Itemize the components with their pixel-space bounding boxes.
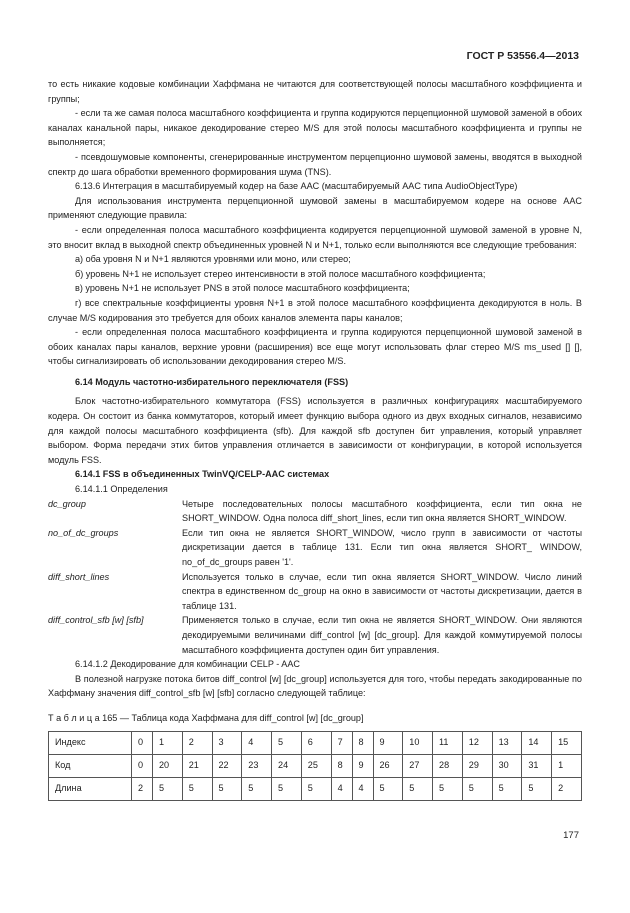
section-6-13-6: 6.13.6 Интеграция в масштабируемый кодер на базе AAC (масштабируемый AAC типа AudioObjectType) (75, 181, 518, 192)
table-row (49, 731, 582, 754)
table-cell: 1 (152, 731, 182, 754)
table-cell: 5 (492, 777, 522, 800)
table-cell: 5 (403, 777, 433, 800)
table-cell: 11 (433, 731, 463, 754)
definition-item (48, 526, 582, 570)
definition-desc: Применяется только в случае, если тип окна не является SHORT_WINDOW. Они являются декодируемыми величинами diff_control [w] [dc_group]. Для каждой коммутируемой полосы масштабного коэффициента доступен один бит управления. (182, 615, 582, 655)
subsection-decoding: 6.14.1.2 Декодирование для комбинации CELP - AAC (75, 659, 301, 670)
table-cell: 3 (212, 731, 242, 754)
table-cell: 4 (352, 777, 373, 800)
table-row-label: Длина (49, 777, 132, 800)
definition-desc: Четыре последовательных полосы масштабного коэффициента, если тип окна не SHORT_WINDOW. Одна полоса diff_short_lines, если тип окна является SHORT_WINDOW. (182, 498, 582, 524)
definition-term: dc_group (48, 498, 86, 509)
table-cell: 27 (403, 754, 433, 777)
heading-6-14: 6.14 Модуль частотно-избирательного переключателя (FSS) (75, 376, 349, 387)
table-cell: 4 (331, 777, 352, 800)
definitions-list (48, 497, 582, 658)
paragraph: - если та же самая полоса масштабного коэффициента и группа кодируются перцепционной шумовой заменой в обоих каналах канальной пары, никакое декодирование стерео M/S для этой полосы масштабного коэффициента и группы не выполняется; (48, 108, 582, 148)
paragraph: - псевдошумовые компоненты, сгенерированные инструментом перцепционно шумовой замены, вводятся в выходной спектр до шага обработки временного формирования шума (TNS). (48, 151, 582, 177)
table-cell: 5 (462, 777, 492, 800)
table-cell: 8 (352, 731, 373, 754)
table-cell: 5 (373, 777, 403, 800)
table-cell: 26 (373, 754, 403, 777)
table-cell: 4 (242, 731, 272, 754)
list-item: г) все спектральные коэффициенты уровня N+1 в этой полосе масштабного коэффициента декодируются в ноль. В случае M/S кодирования это требуется для обоих каналов элемента пары каналов; (48, 297, 582, 323)
table-cell: 6 (301, 731, 331, 754)
table-cell: 29 (462, 754, 492, 777)
definition-item (48, 570, 582, 614)
table-cell: 5 (152, 777, 182, 800)
table-cell: 9 (352, 754, 373, 777)
table-cell: 15 (552, 731, 582, 754)
table-cell: 21 (182, 754, 212, 777)
table-cell: 5 (272, 777, 302, 800)
page-number: 177 (563, 830, 579, 841)
paragraph: В полезной нагрузке потока битов diff_control [w] [dc_group] используется для того, чтобы передать закодированные по Хаффману значения diff_control_sfb [w] [sfb] согласно следующей таблице: (48, 673, 582, 699)
table-caption: Т а б л и ц а 165 — Таблица кода Хаффмана для diff_control [w] [dc_group] (48, 712, 364, 723)
definition-item (48, 497, 582, 526)
paragraph: Для использования инструмента перцепционной шумовой замены в масштабируемом кодере на основе AAC применяют следующие правила: (48, 195, 582, 221)
table-cell: 1 (552, 754, 582, 777)
list-item: в) уровень N+1 не использует PNS в этой полосе масштабного коэффициента; (75, 283, 410, 294)
list-item: а) оба уровня N и N+1 являются уровнями или моно, или стерео; (75, 254, 351, 265)
table-cell: 0 (132, 754, 153, 777)
table-cell: 28 (433, 754, 463, 777)
table-cell: 30 (492, 754, 522, 777)
paragraph: Блок частотно-избирательного коммутатора (FSS) используется в различных конфигурациях масштабируемого кодера. Он состоит из банка коммутаторов, который имеет функцию выбора одного из двух входных сигналов, независимо для каждой полосы масштабного коэффициента (sfb). Для каждой sfb доступен бит управления, который управляет выбором. Форма передачи этих битов управления отличается в зависимости от конфигурации, в которой используется модуль FSS. (48, 396, 582, 465)
definition-item (48, 613, 582, 657)
subsection-definitions: 6.14.1.1 Определения (75, 484, 168, 495)
definition-term: diff_short_lines (48, 571, 110, 582)
definition-term: no_of_dc_groups (48, 527, 119, 538)
table-cell: 5 (522, 777, 552, 800)
table-cell: 8 (331, 754, 352, 777)
table-cell: 13 (492, 731, 522, 754)
paragraph: - если определенная полоса масштабного коэффициента кодируется перцепционной шумовой заменой в уровне N, это вносит вклад в выходной спектр объединенных уровней N и N+1, только если выполняются все следующие требования: (48, 224, 582, 250)
list-item: б) уровень N+1 не использует стерео интенсивности в этой полосе масштабного коэффициента; (75, 268, 486, 279)
definition-term: diff_control_sfb [w] [sfb] (48, 615, 144, 626)
table-row (49, 777, 582, 800)
table-cell: 5 (212, 777, 242, 800)
table-row-label: Код (49, 754, 132, 777)
table-row (49, 754, 582, 777)
table-cell: 22 (212, 754, 242, 777)
table-cell: 5 (301, 777, 331, 800)
table-cell: 14 (522, 731, 552, 754)
table-cell: 12 (462, 731, 492, 754)
document-body (48, 77, 582, 801)
table-cell: 24 (272, 754, 302, 777)
paragraph: то есть никакие кодовые комбинации Хаффмана не читаются для соответствующей полосы масштабного коэффициента и группы; (48, 79, 582, 104)
table-cell: 20 (152, 754, 182, 777)
table-cell: 5 (433, 777, 463, 800)
huffman-code-table (48, 731, 582, 801)
table-cell: 9 (373, 731, 403, 754)
table-cell: 2 (182, 731, 212, 754)
heading-6-14-1: 6.14.1 FSS в объединенных TwinVQ/CELP-AAC системах (75, 469, 330, 480)
table-cell: 25 (301, 754, 331, 777)
table-cell: 31 (522, 754, 552, 777)
table-cell: 7 (331, 731, 352, 754)
table-cell: 5 (242, 777, 272, 800)
paragraph: - если определенная полоса масштабного коэффициента и группа кодируются перцепционной шумовой заменой в обоих каналах пары каналов, верхние уровни (расширения) все еще могут использовать флаг стерео M/S ms_used [] [], чтобы сигнализировать об использовании декодирования стерео M/S. (48, 327, 582, 367)
table-cell: 5 (272, 731, 302, 754)
table-cell: 10 (403, 731, 433, 754)
table-cell: 2 (552, 777, 582, 800)
document-header: ГОСТ Р 53556.4—2013 (466, 50, 579, 62)
definition-desc: Если тип окна не является SHORT_WINDOW, число групп в зависимости от частоты дискретизации дается в таблице 131. Если тип окна является SHORT_ WINDOW, no_of_dc_groups равен '1'. (182, 527, 582, 567)
table-cell: 2 (132, 777, 153, 800)
table-cell: 0 (132, 731, 153, 754)
definition-desc: Используется только в случае, если тип окна является SHORT_WINDOW. Число линий спектра в единственном dc_group на окно в зависимости от частоты дискретизации, дается в таблице 131. (182, 571, 582, 611)
table-cell: 5 (182, 777, 212, 800)
table-row-label: Индекс (49, 731, 132, 754)
table-cell: 23 (242, 754, 272, 777)
